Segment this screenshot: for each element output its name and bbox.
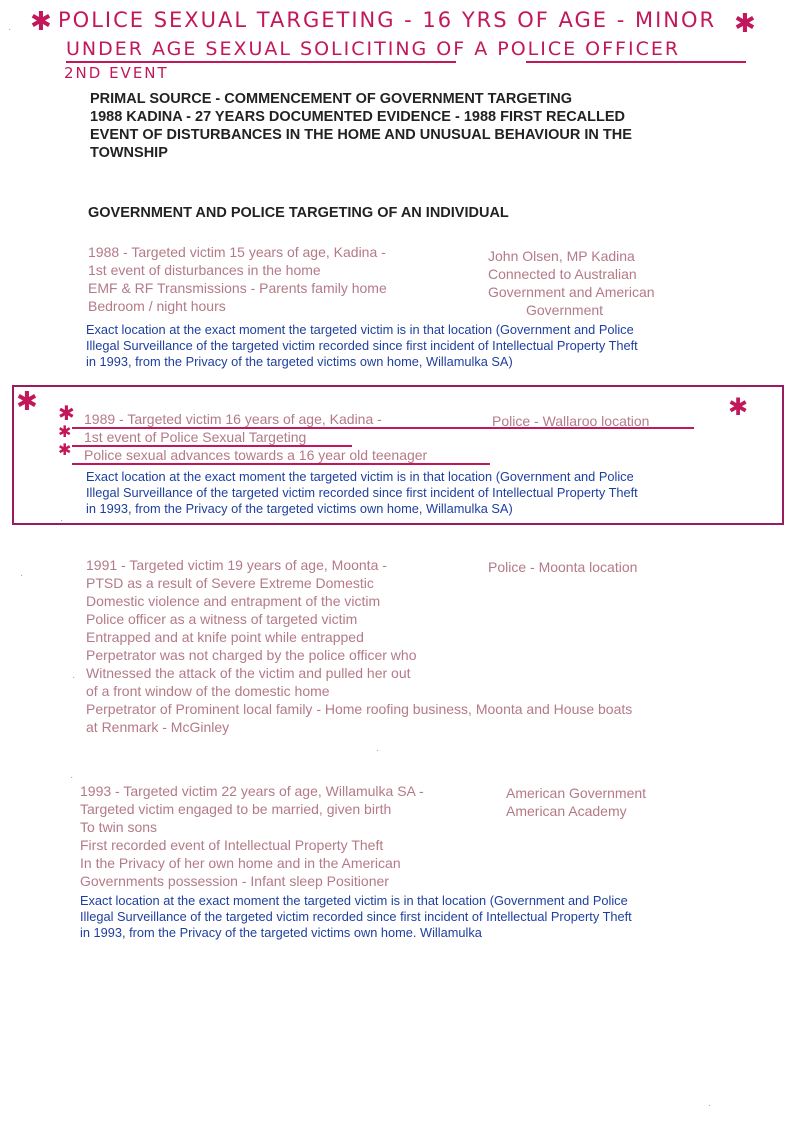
scan-speck: ·: [708, 1100, 712, 1111]
entry-line: Police sexual advances towards a 16 year old teenager: [84, 447, 428, 463]
detail-line: Illegal Surveillance of the targeted victim recorded since first incident of Intellectual Property Theft: [86, 485, 638, 500]
entry-1991-left: [86, 556, 632, 736]
entry-line: PTSD as a result of Severe Extreme Domestic: [86, 575, 374, 591]
entry-line: Police officer as a witness of targeted victim: [86, 611, 358, 627]
entry-1988-detail: [86, 322, 638, 370]
entry-line: 1988 - Targeted victim 15 years of age, Kadina -: [88, 244, 386, 260]
asterisk-star-icon: ✱: [728, 394, 749, 421]
detail-line: Illegal Surveillance of the targeted victim recorded since first incident of Intellectual Property Theft: [80, 909, 632, 924]
handwritten-underline: [66, 61, 456, 63]
entry-line: Witnessed the attack of the victim and pulled her out: [86, 665, 411, 681]
scan-speck: ·: [60, 515, 64, 526]
entry-line: 1989 - Targeted victim 16 years of age, Kadina -: [84, 411, 382, 427]
entry-1993-left: [80, 782, 424, 890]
entry-line: Perpetrator of Prominent local family - Home roofing business, Moonta and House boats: [86, 701, 633, 717]
entry-line: To twin sons: [80, 819, 158, 835]
entry-line: EMF & RF Transmissions - Parents family home: [88, 280, 387, 296]
heading-line: PRIMAL SOURCE - COMMENCEMENT OF GOVERNMENT TARGETING: [90, 91, 572, 107]
section-subheading: GOVERNMENT AND POLICE TARGETING OF AN INDIVIDUAL: [88, 205, 509, 221]
entry-1993-detail: [80, 893, 632, 941]
entry-line: 1st event of Police Sexual Targeting: [84, 429, 307, 445]
entry-line: American Academy: [506, 803, 627, 819]
entry-1988-right: [488, 247, 655, 319]
entry-line: Governments possession - Infant sleep Positioner: [80, 873, 389, 889]
handwritten-underline: [526, 61, 746, 63]
scan-speck: ·: [72, 672, 76, 683]
handwritten-line-3: 2ND EVENT: [64, 64, 169, 82]
entry-line: American Government: [506, 785, 647, 801]
entry-line: Government: [526, 302, 604, 318]
asterisk-star-icon: ✱: [58, 442, 72, 459]
handwritten-line-2: UNDER AGE SEXUAL SOLICITING OF A POLICE OFFICER: [66, 38, 681, 60]
entry-1989-right: [492, 412, 649, 430]
entry-line: 1991 - Targeted victim 19 years of age, Moonta -: [86, 557, 387, 573]
entry-line: Police - Moonta location: [488, 559, 638, 575]
detail-line: Illegal Surveillance of the targeted victim recorded since first incident of Intellectual Property Theft: [86, 338, 638, 353]
asterisk-star-icon: ✱: [58, 424, 72, 441]
entry-line: Police - Wallaroo location: [492, 413, 650, 429]
entry-line: Bedroom / night hours: [88, 298, 226, 314]
entry-line: Targeted victim engaged to be married, given birth: [80, 801, 392, 817]
scan-speck: ·: [20, 570, 24, 581]
entry-line: of a front window of the domestic home: [86, 683, 330, 699]
entry-1991-right: [488, 558, 637, 576]
entry-1989-detail: [86, 469, 638, 517]
scan-speck: ·: [376, 745, 380, 756]
detail-line: Exact location at the exact moment the targeted victim is in that location (Government and Police: [80, 893, 628, 908]
detail-line: in 1993, from the Privacy of the targeted victims own home, Willamulka SA): [86, 501, 513, 516]
asterisk-star-icon: ✱: [734, 8, 756, 38]
entry-line: 1993 - Targeted victim 22 years of age, Willamulka SA -: [80, 783, 424, 799]
asterisk-star-icon: ✱: [16, 386, 38, 416]
underline: [72, 445, 352, 447]
detail-line: in 1993, from the Privacy of the targeted victims own home. Willamulka: [80, 925, 482, 940]
entry-1993-right: [506, 784, 646, 820]
asterisk-star-icon: ✱: [30, 6, 52, 36]
asterisk-star-icon: ✱: [58, 403, 75, 425]
entry-1988-left: [88, 243, 387, 315]
scan-speck: ·: [8, 24, 12, 35]
heading-line: TOWNSHIP: [90, 145, 168, 161]
heading-line: 1988 KADINA - 27 YEARS DOCUMENTED EVIDENCE - 1988 FIRST RECALLED: [90, 109, 625, 125]
entry-line: Connected to Australian: [488, 266, 637, 282]
detail-line: Exact location at the exact moment the targeted victim is in that location (Government and Police: [86, 322, 634, 337]
entry-line: Government and American: [488, 284, 655, 300]
handwritten-line-1: POLICE SEXUAL TARGETING - 16 YRS OF AGE - MINOR: [58, 8, 717, 32]
entry-line: Perpetrator was not charged by the police officer who: [86, 647, 417, 663]
underline: [72, 463, 490, 465]
entry-line: John Olsen, MP Kadina: [488, 248, 635, 264]
entry-line: First recorded event of Intellectual Property Theft: [80, 837, 384, 853]
entry-line: at Renmark - McGinley: [86, 719, 230, 735]
entry-line: In the Privacy of her own home and in the American: [80, 855, 401, 871]
entry-line: Domestic violence and entrapment of the victim: [86, 593, 381, 609]
heading-line: EVENT OF DISTURBANCES IN THE HOME AND UNUSUAL BEHAVIOUR IN THE: [90, 127, 632, 143]
page-heading: [90, 90, 710, 162]
detail-line: in 1993, from the Privacy of the targeted victims own home, Willamulka SA): [86, 354, 513, 369]
scan-speck: ·: [70, 772, 74, 783]
entry-line: Entrapped and at knife point while entrapped: [86, 629, 364, 645]
detail-line: Exact location at the exact moment the targeted victim is in that location (Government and Police: [86, 469, 634, 484]
entry-line: 1st event of disturbances in the home: [88, 262, 321, 278]
entry-1989-left: [84, 410, 427, 464]
